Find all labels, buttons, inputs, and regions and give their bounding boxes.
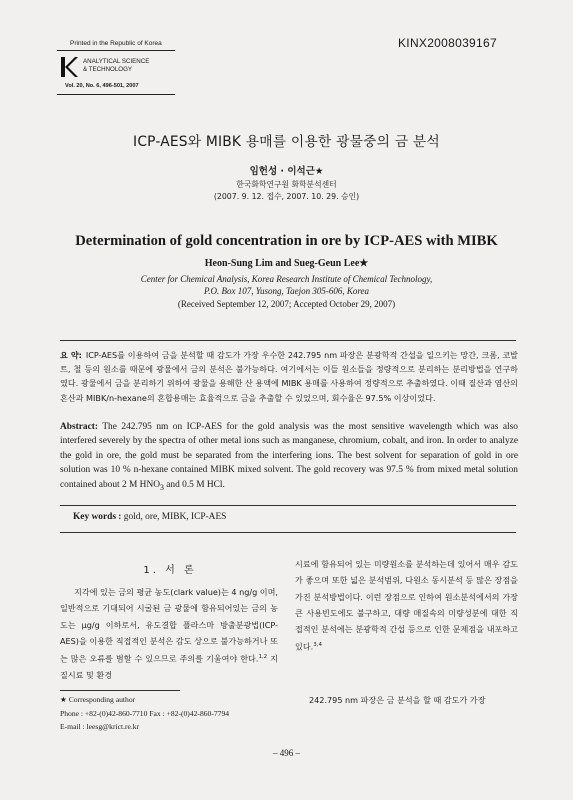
body-left-column [60,584,278,683]
body-right-column-paragraph2: 242.795 nm 파장은 금 분석을 할 때 감도가 가장 [309,695,486,705]
korean-dates: (2007. 9. 12. 접수, 2007. 10. 29. 승인) [213,192,360,201]
english-affiliation-line2: P.O. Box 107, Yusong, Taejon 305-606, Korea [203,286,370,296]
korean-authors: 임헌성 · 이석근★ [249,166,324,177]
english-dates: (Received September 12, 2007; Accepted October 29, 2007) [177,299,396,309]
footnote-rule [60,690,180,691]
journal-name [83,58,149,74]
corresponding-author: ★ Corresponding author [60,695,136,704]
english-affiliation [0,273,573,297]
body-right-column [295,556,518,655]
section-title: 1. 서 론 [143,565,197,576]
journal-header [57,50,175,95]
footnote [60,693,280,734]
english-authors: Heon-Sung Lim and Sueg-Geun Lee★ [204,258,369,269]
left-column-text: 지각에 있는 금의 평균 농도(clark value)는 4 ng/g 이며, 일반적으로 기대되어 시굴된 금 광물에 함유되어있는 금의 농도는 μg/g 이하로서, 유도결합 플라스마 방출분광법(ICP-AES)을 이용한 직접적인 분석은 감도 상으로 불가능하거나 또는 많은 오류를 범할 수 있으므로 주의를 기울여야 한다. [60,587,278,664]
page-number: – 496 – [273,748,300,758]
journal-volume: Vol. 20, No. 6, 496-501, 2007 [65,83,139,89]
english-abstract [60,420,518,495]
korean-affiliation: 한국화학연구원 화학분석센터 [236,180,337,189]
korean-abstract-label: 요 약: [60,350,82,360]
author-email: E-mail : leesg@krict.re.kr [60,722,140,731]
keywords-label: Key words : [73,512,122,522]
document-id: KINX2008039167 [398,36,497,50]
english-abstract-tail: and 0.5 M HCl. [163,479,225,490]
keywords [73,512,226,522]
korean-abstract-text: ICP-AES를 이용하여 금을 분석할 때 감도가 가장 우수한 242.795 nm 파장은 분광학적 간섭을 일으키는 망간, 크롬, 코발트, 철 등의 원소를 때문에 광물에서 금의 분석은 불가능하다. 여기에서는 이들 원소들을 정량적으로 분리하는 분리방법을 연구하였다. 광물에서 금을 분리하기 위하여 광물을 용해한 산 용액에 MIBK 용매를 사용하여 정량적으로 추출하였다. 이때 질산과 염산의 혼산과 MIBK/n-hexane의 혼합용매는 효율적으로 금을 추출할 수 있었으며, 회수율은 97.5% 이상이었다. [60,350,518,403]
left-column-tail: 지질시료 및 환경 [60,653,278,681]
english-abstract-text: The 242.795 nm on ICP-AES for the gold analysis was the most sensitive wavelength which was also interfered severely by the spectra of other metal ions such as manganese, chromium, cobalt, and iron. In order to analyze the gold in ore, the gold must be separated from the interfering ions. The best solvent for separation of gold in ore solution was 10 % n-hexane contained MIBK mixed solvent. The gold recovery was 97.5 % from mixed metal solution contained about 2 M HNO [60,422,518,490]
author-phone-fax: Phone : +82-(0)42-860-7710 Fax : +82-(0)42-860-7794 [60,708,230,718]
english-affiliation-line1: Center for Chemical Analysis, Korea Research Institute of Chemical Technology, [140,274,433,284]
keywords-top-rule [60,505,516,506]
journal-name-line1: ANALYTICAL SCIENCE [83,58,150,65]
left-column-ref: 1,2 [258,654,268,661]
keywords-text: gold, ore, MIBK, ICP-AES [123,512,227,522]
abstract-top-rule [60,340,516,341]
korean-title: ICP-AES와 MIBK 용매를 이용한 광물중의 금 분석 [133,134,440,150]
right-column-text: 시료에 함유되어 있는 미량원소를 분석하는데 있어서 매우 감도가 좋으며 또한 넓은 분석범위, 다원소 동시분석 등 많은 장점을 가진 분석방법이다. 이런 장점으로 인하여 원소분석에서의 가장 큰 사용빈도에도 불구하고, 대량 매질속의 미량성분에 대한 직접적인 분석에는 분광학적 간섭 등으로 인한 문제점을 내포하고 있다. [295,559,518,653]
english-title: Determination of gold concentration in ore by ICP-AES with MIBK [75,233,498,249]
printed-notice: Printed in the Republic of Korea [70,40,162,47]
english-abstract-label: Abstract: [60,422,99,432]
right-column-ref: 3,4 [313,642,322,649]
journal-name-line2: & TECHNOLOGY [83,66,133,73]
keywords-bottom-rule [60,532,516,533]
journal-logo-icon [60,56,78,78]
english-abstract-subscript: 3 [159,482,164,492]
korean-abstract [60,348,518,405]
